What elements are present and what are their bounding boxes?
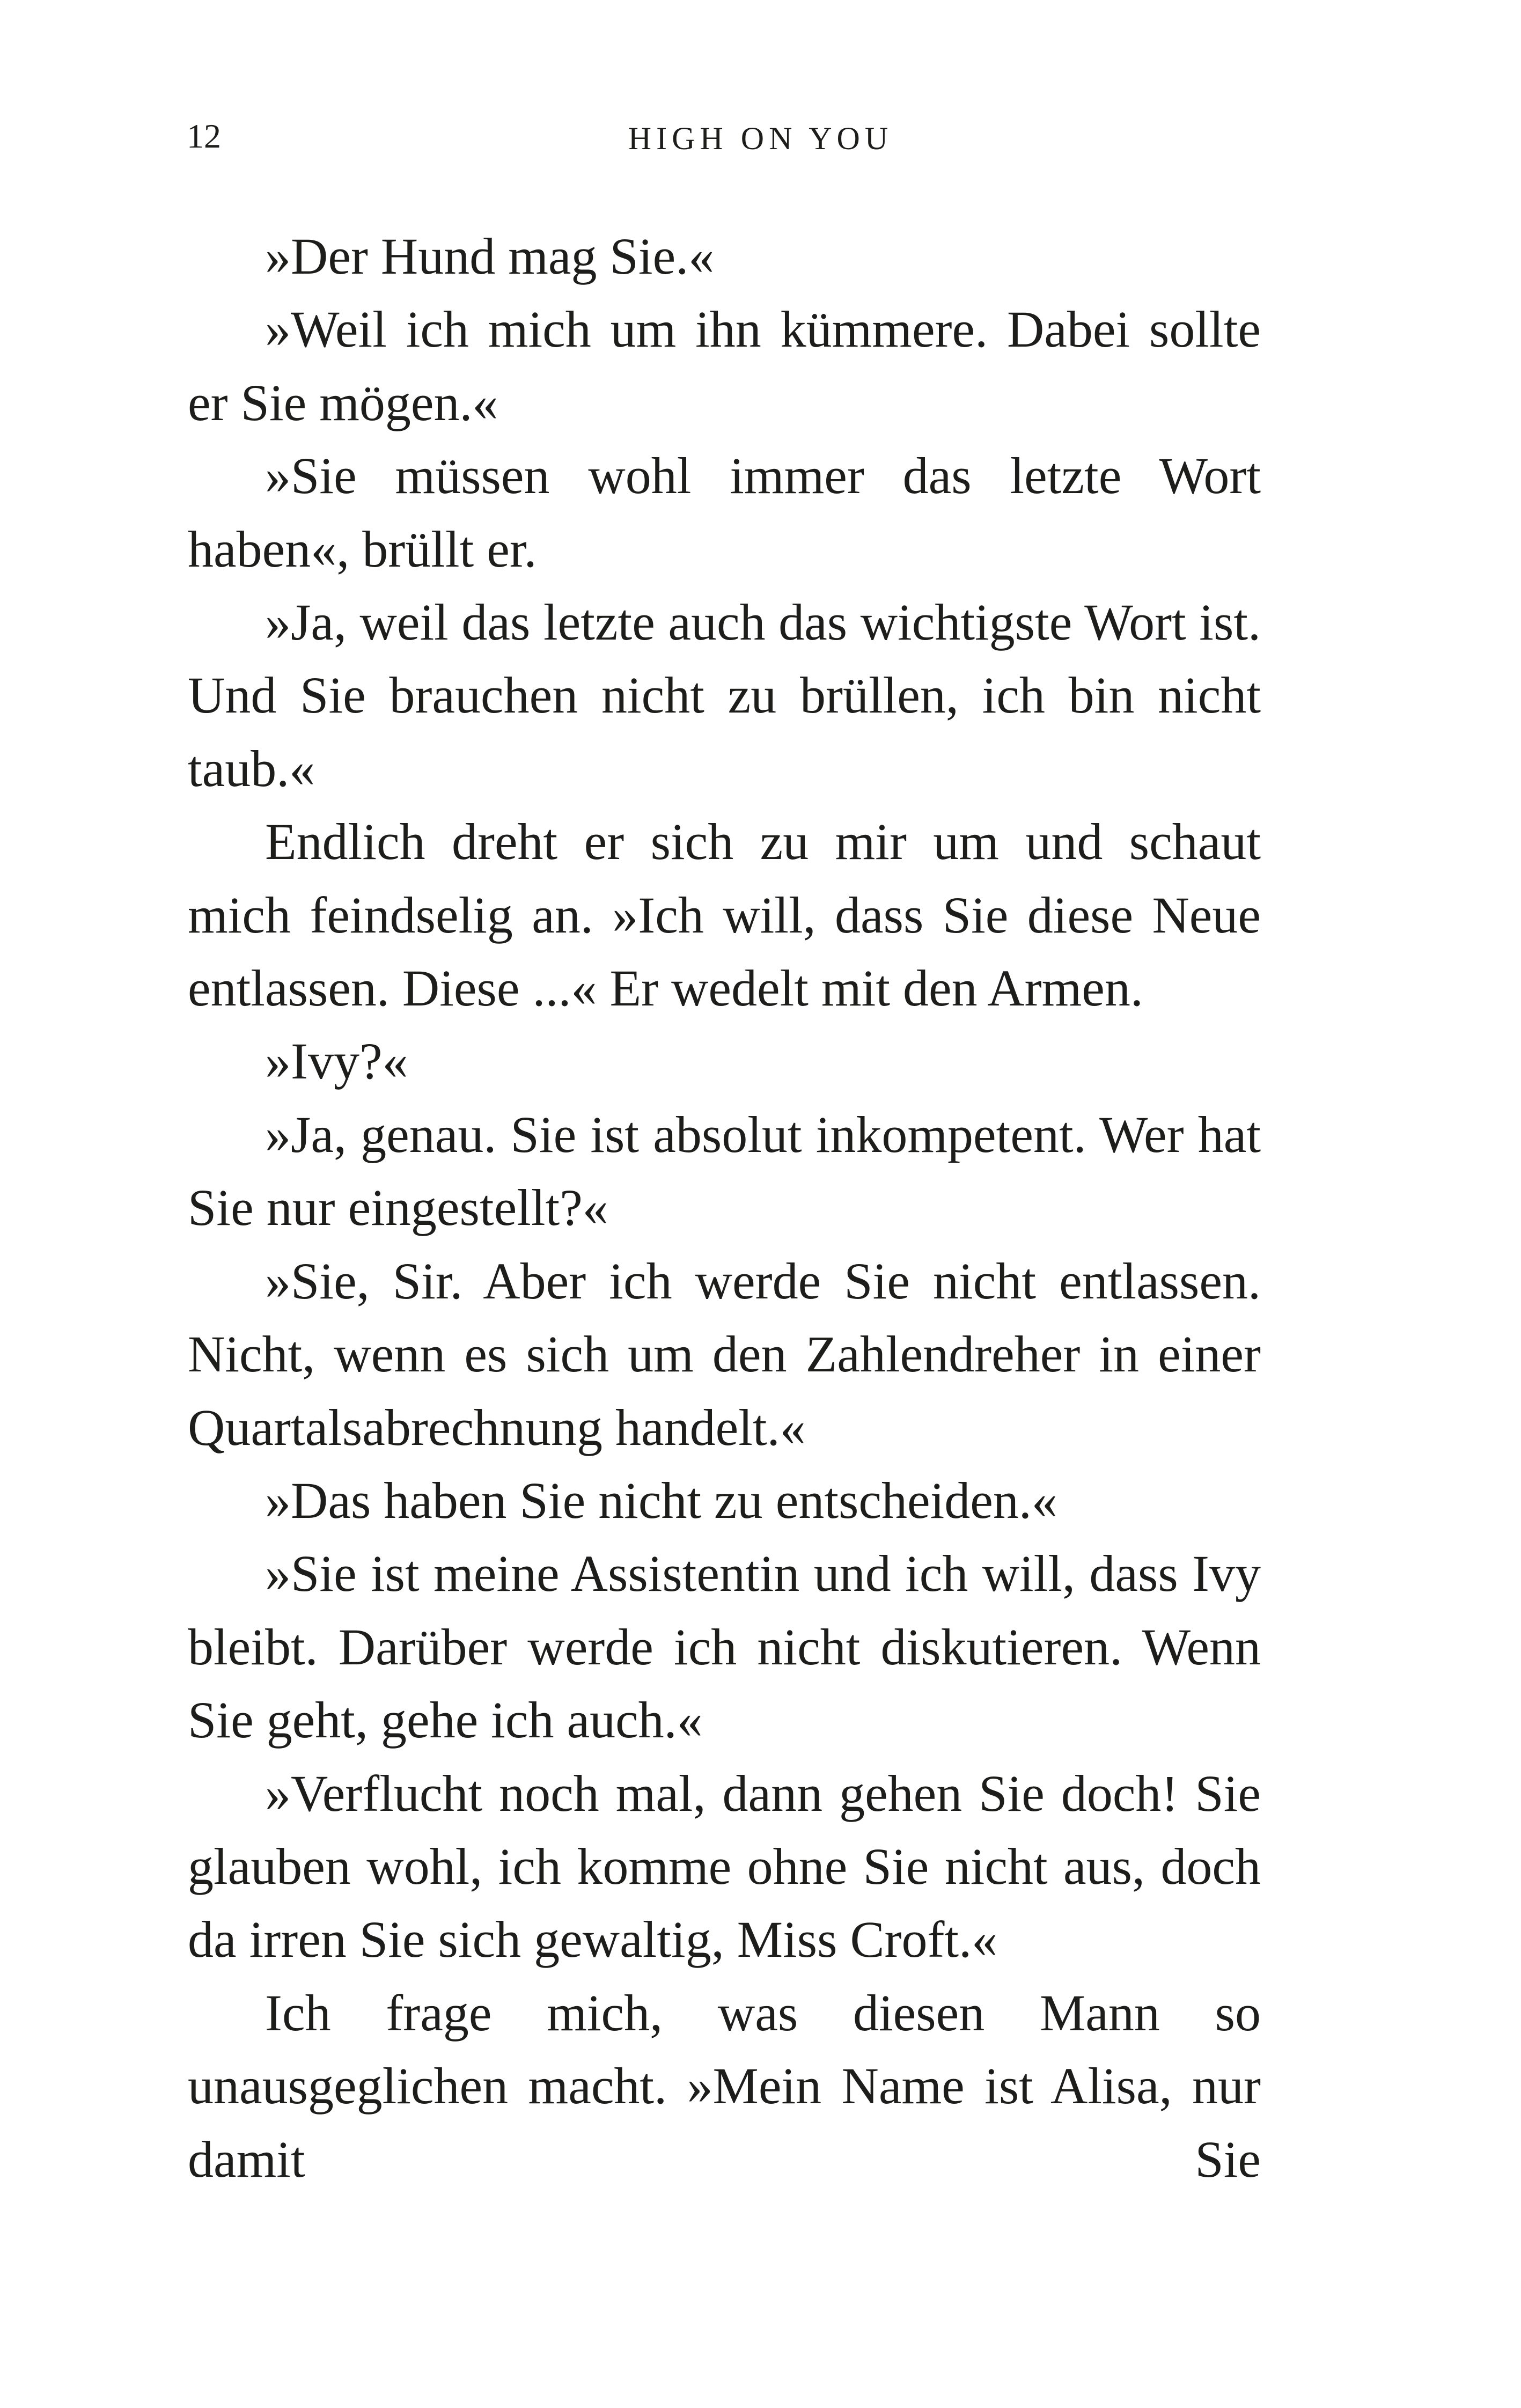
paragraph: »Sie ist meine Assistentin und ich will, dass Ivy bleibt. Darüber werde ich nicht diskutieren. Wenn Sie geht, gehe ich auch.« [188,1545,1261,1749]
paragraph: Ich frage mich, was diesen Mann so unausgeglichen macht. »Mein Name ist Alisa, nur damit Sie [188,1984,1261,2188]
page-number: 12 [187,117,221,155]
paragraph: »Der Hund mag Sie.« [265,227,715,285]
paragraph: »Das haben Sie nicht zu entscheiden.« [265,1471,1057,1529]
paragraph: »Sie, Sir. Aber ich werde Sie nicht entlassen. Nicht, wenn es sich um den Zahlendreher in einer Quartalsabrechnung handelt.« [188,1252,1261,1456]
paragraph: »Ja, weil das letzte auch das wichtigste Wort ist. Und Sie brauchen nicht zu brüllen, ich bin nicht taub.« [188,593,1261,797]
paragraph: »Sie müssen wohl immer das letzte Wort haben«, brüllt er. [188,447,1261,578]
running-title: HIGH ON YOU [628,121,893,156]
body-text [188,220,1261,2196]
paragraph: Endlich dreht er sich zu mir um und schaut mich feindselig an. »Ich will, dass Sie diese Neue entlassen. Diese ...« Er wedelt mit den Armen. [188,813,1261,1017]
paragraph: »Ivy?« [265,1032,408,1090]
paragraph: »Ja, genau. Sie ist absolut inkompetent. Wer hat Sie nur eingestellt?« [188,1105,1261,1237]
paragraph: »Verflucht noch mal, dann gehen Sie doch! Sie glauben wohl, ich komme ohne Sie nicht aus, doch da irren Sie sich gewaltig, Miss Croft.« [188,1764,1261,1969]
paragraph: »Weil ich mich um ihn kümmere. Dabei sollte er Sie mögen.« [188,300,1261,431]
